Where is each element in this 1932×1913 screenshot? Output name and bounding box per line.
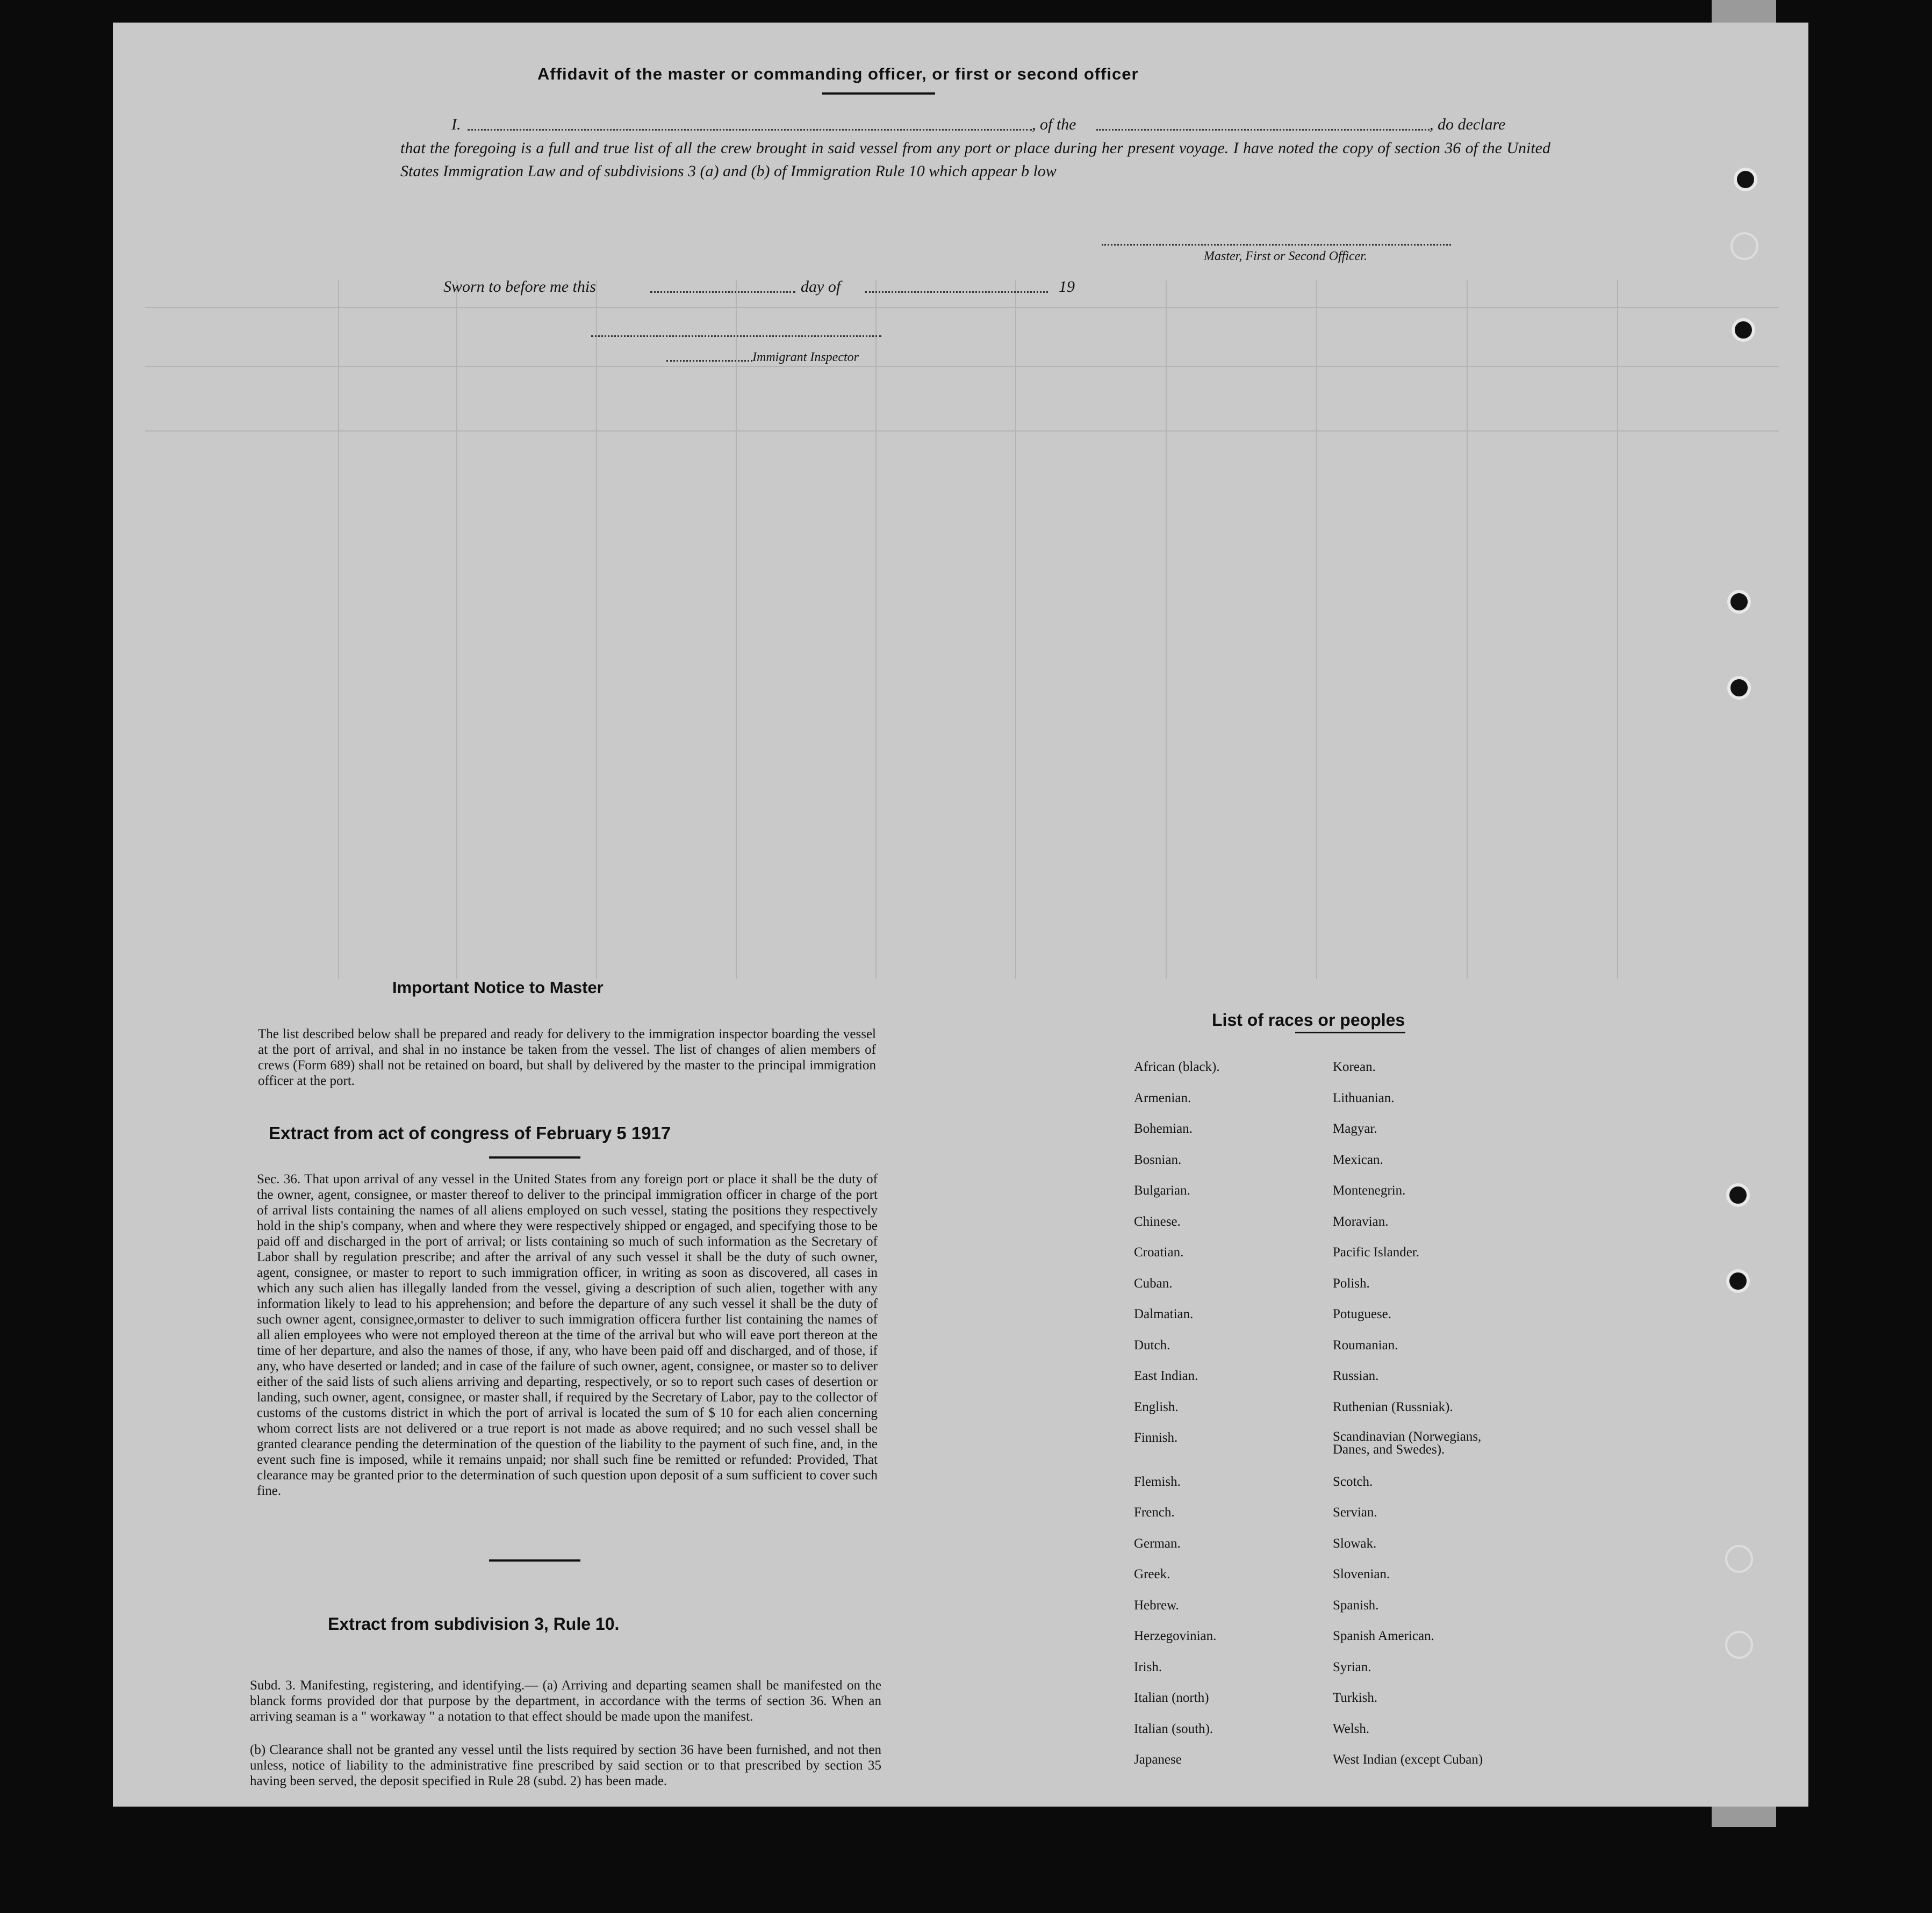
notice-text: The list described below shall be prepared and ready for delivery to the immigration inspector boarding the vessel at the port of arrival, and shal in no instance be taken from the vessel. The list of changes of alien members of crews (Form 689) shall not be retained on board, but shall by delivered by the master to the principal immigration officer at the port.: [258, 1027, 876, 1088]
race-item: Irish.: [1134, 1659, 1162, 1674]
race-item: West Indian (except Cuban): [1333, 1752, 1483, 1767]
race-item: Flemish.: [1134, 1474, 1181, 1489]
inspector-line-2: [666, 360, 752, 362]
affidavit-i: I.: [451, 116, 461, 133]
race-item: Finnish.: [1134, 1430, 1178, 1445]
race-item: Spanish American.: [1333, 1629, 1434, 1643]
master-signature-caption: Master, First or Second Officer.: [1204, 249, 1367, 263]
race-item: Roumanian.: [1333, 1337, 1398, 1353]
race-item: Italian (north): [1134, 1691, 1209, 1705]
race-item: Montenegrin.: [1333, 1183, 1406, 1198]
punch-hole: [1727, 676, 1751, 700]
bleed-through-grid: [113, 23, 1808, 1807]
punch-hole: [1732, 318, 1755, 342]
race-item: Bosnian.: [1134, 1152, 1182, 1167]
sworn-prefix: Sworn to before me this: [443, 278, 596, 296]
race-item: Croatian.: [1134, 1245, 1184, 1260]
race-item: Potuguese.: [1333, 1307, 1392, 1321]
race-item: Armenian.: [1134, 1090, 1191, 1105]
race-item: Welsh.: [1333, 1721, 1370, 1736]
punch-hole: [1725, 1545, 1753, 1573]
race-item: Scandinavian (Norwegians, Danes, and Swedes).: [1333, 1429, 1482, 1457]
race-item: East Indian.: [1134, 1369, 1198, 1383]
races-title: List of races or peoples: [1212, 1010, 1405, 1030]
notice-title: Important Notice to Master: [392, 978, 604, 997]
race-item: Bohemian.: [1134, 1121, 1193, 1136]
inspector-line-1: [591, 335, 881, 337]
race-item: Cuban.: [1134, 1276, 1173, 1291]
affidavit-of-the: , of the: [1032, 116, 1076, 133]
title-rule: [822, 92, 935, 95]
extract-act-title: Extract from act of congress of February 5 1917: [269, 1123, 671, 1143]
master-signature-line: [1102, 244, 1451, 246]
race-item: Polish.: [1333, 1276, 1370, 1291]
affidavit-do-declare: , do declare: [1430, 116, 1506, 133]
race-item: French.: [1134, 1505, 1175, 1520]
race-item: Herzegovinian.: [1134, 1629, 1217, 1643]
race-item: Chinese.: [1134, 1214, 1181, 1229]
race-item: Syrian.: [1333, 1659, 1371, 1674]
inspector-caption: Immigrant Inspector: [752, 350, 859, 364]
name-blank: [468, 129, 1032, 131]
sworn-day-of: day of: [801, 278, 841, 296]
race-item: Slovenian.: [1333, 1567, 1390, 1581]
race-item: Italian (south).: [1134, 1721, 1213, 1736]
race-item: Greek.: [1134, 1567, 1170, 1581]
race-item: Turkish.: [1333, 1691, 1378, 1705]
race-item: Spanish.: [1333, 1598, 1379, 1613]
race-item: African (black).: [1134, 1060, 1220, 1074]
affidavit-title: Affidavit of the master or commanding officer, or first or second officer: [537, 64, 1139, 83]
race-item: Dutch.: [1134, 1337, 1170, 1353]
race-item: Ruthenian (Russniak).: [1333, 1399, 1453, 1414]
race-item: Lithuanian.: [1333, 1090, 1395, 1105]
extract-rule-para-a: Subd. 3. Manifesting, registering, and identifying.— (a) Arriving and departing seamen shall be manifested on the blanck forms provided dor that purpose by the department, in accordance with the terms of section 36. When an arriving seaman is a " workaway " a notation to that effect should be made upon the manifest.: [250, 1678, 881, 1724]
extract-rule-para-b: (b) Clearance shall not be granted any vessel until the lists required by section 36 have been furnished, and not then unless, notice of liability to the administrative fine prescribed by said section or to that prescribed by section 35 having been served, the deposit specified in Rule 28 (subd. 2) has been made.: [250, 1743, 881, 1788]
punch-hole: [1727, 590, 1751, 614]
manifest-page: [113, 23, 1808, 1807]
sworn-day-blank: [650, 291, 795, 293]
race-item: Servian.: [1333, 1505, 1377, 1520]
race-item: Russian.: [1333, 1369, 1379, 1383]
extract-act-rule: [489, 1156, 580, 1159]
race-item: Korean.: [1333, 1060, 1376, 1074]
race-item: German.: [1134, 1536, 1181, 1551]
race-item: Japanese: [1134, 1752, 1182, 1767]
race-item: Slowak.: [1333, 1536, 1377, 1551]
races-title-underline: [1295, 1032, 1405, 1033]
punch-hole: [1730, 232, 1758, 260]
vessel-blank: [1096, 129, 1430, 131]
affidavit-paragraph: that the foregoing is a full and true list of all the crew brought in said vessel from any port or place during her present voyage. I have noted the copy of section 36 of the United States Immigration Law and of subdivisions 3 (a) and (b) of Immigration Rule 10 which appear b low: [400, 139, 1550, 180]
race-item: Moravian.: [1333, 1214, 1389, 1229]
punch-hole: [1726, 1183, 1750, 1207]
punch-hole: [1725, 1631, 1753, 1659]
race-item: Mexican.: [1333, 1152, 1383, 1167]
extract-act-text: Sec. 36. That upon arrival of any vessel in the United States from any foreign port or place it shall be the duty of the owner, agent, consignee, or master thereof to deliver to the principal immigration officer in charge of the port of arrival lists containing the names of all aliens employed on such vessel, stating the positions they respectively hold in the ship's company, when and where they were respectively shipped or engaged, and specifying those to be paid off and discharged in the port of arrival; or lists containing so much of such information as the Secretary of Labor shall by regulation prescribe; and after the arrival of any such vessel it shall be the duty of such owner, agent, consignee, or master to report to such immigration officer, in writing as soon as discovered, all cases in which any such alien has illegally landed from the vessel, giving a description of such alien, together with any information likely to lead to his apprehension; and before the departure of any such vessel it shall be the duty of such owner agent, consignee,ormaster to deliver to such immigration officera further list containing the names of all alien employees who were not employed thereon at the time of the arrival but who will eave port thereon at the time of her departure, and also the names of those, if any, who have been paid off and discharged, and of those, if any, who have deserted or landed; and in case of the failure of such owner, agent, consignee, or master so to deliver either of the said lists of such aliens arriving and departing, respectively, or so to report such cases of desertion or landing, such owner, agent, consignee, or master shall, if required by the Secretary of Labor, pay to the collector of customs of the customs district in which the port of arrival is located the sum of $ 10 for each alien concerning whom correct lists are not delivered or a true report is not made as above required; and no such vessel shall be granted clearance pending the determination of the question of the liability to the payment of such fine, and, in the event such fine is imposed, while it remains unpaid; nor shall such fine be remitted or refunded: Provided, That clearance may be granted prior to the determination of such question upon deposit of a sum sufficient to cover such fine.: [257, 1172, 878, 1498]
punch-hole: [1734, 168, 1757, 191]
punch-hole: [1726, 1269, 1750, 1293]
race-item: Bulgarian.: [1134, 1183, 1190, 1198]
extract-act-end-rule: [489, 1559, 580, 1562]
race-item: Scotch.: [1333, 1474, 1373, 1489]
race-item: English.: [1134, 1399, 1179, 1414]
race-item: Hebrew.: [1134, 1598, 1179, 1613]
extract-rule-title: Extract from subdivision 3, Rule 10.: [328, 1614, 620, 1634]
race-item: Dalmatian.: [1134, 1307, 1194, 1321]
race-item: Magyar.: [1333, 1121, 1377, 1136]
sworn-year: 19: [1059, 278, 1075, 296]
sworn-month-blank: [865, 291, 1048, 293]
race-item: Pacific Islander.: [1333, 1245, 1420, 1260]
